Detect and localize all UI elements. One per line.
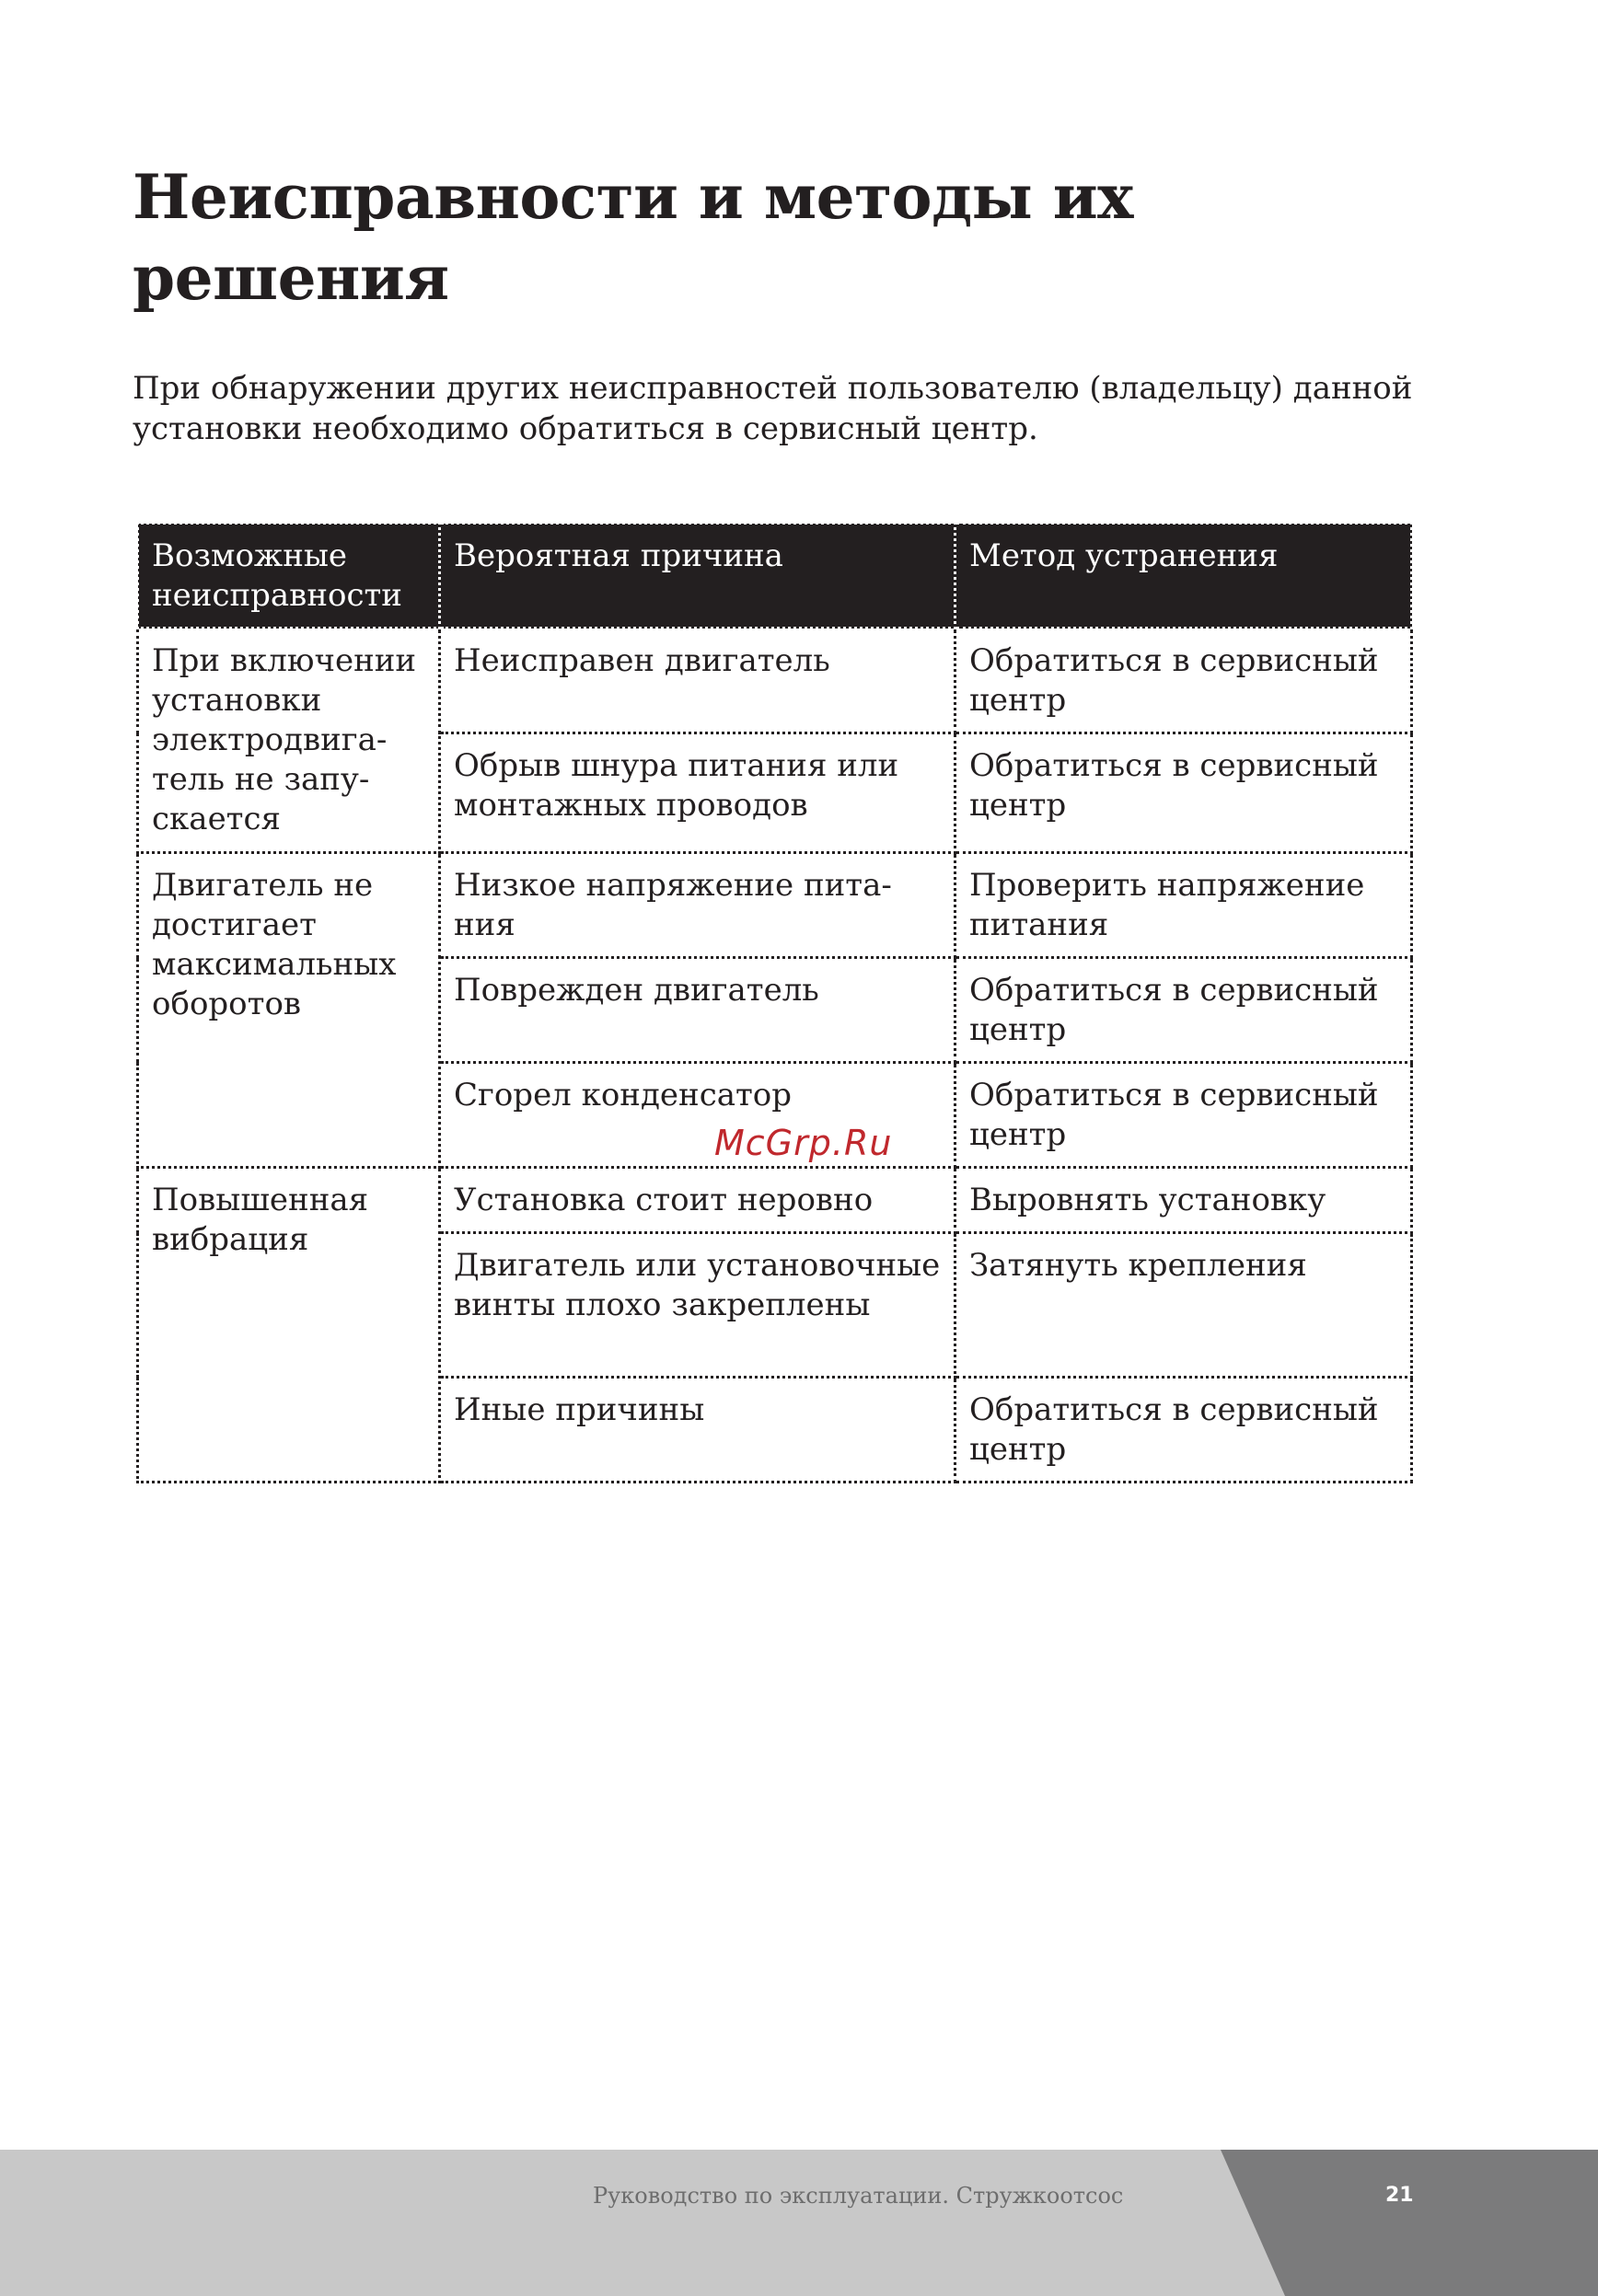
table-row xyxy=(138,629,1412,733)
fault-cell: Повышенная вибрация xyxy=(138,1168,440,1483)
table-header-row xyxy=(138,524,1412,629)
remedy-cell: Обратиться в сервисный центр xyxy=(955,958,1412,1063)
footer-page-tab xyxy=(1221,2150,1598,2296)
cause-cell: Обрыв шнура питания или монтажных проводов xyxy=(440,733,955,853)
header-faults: Возможные неисправности xyxy=(138,524,440,629)
page-number: 21 xyxy=(1385,2184,1414,2207)
table-row xyxy=(138,853,1412,958)
remedy-cell: Обратиться в сервисный центр xyxy=(955,733,1412,853)
cause-cell: Иные причины xyxy=(440,1378,955,1483)
watermark: McGrp.Ru xyxy=(714,1123,893,1163)
remedy-cell: Выровнять установку xyxy=(955,1168,1412,1233)
header-remedy: Метод устранения xyxy=(955,524,1412,629)
cause-cell: Двигатель или установочные винты плохо закреплены xyxy=(440,1233,955,1378)
cause-cell: Поврежден двигатель xyxy=(440,958,955,1063)
fault-cell: При включении установки электродвигатель не запускается xyxy=(138,629,440,853)
remedy-cell: Затянуть крепления xyxy=(955,1233,1412,1378)
remedy-cell: Проверить напряжение питания xyxy=(955,853,1412,958)
header-cause: Вероятная причина xyxy=(440,524,955,629)
page-title: Неисправности и методы их решения xyxy=(133,161,1134,314)
remedy-cell: Обратиться в сервисный центр xyxy=(955,1378,1412,1483)
cause-cell: Сгорел конденсатор xyxy=(440,1063,955,1168)
footer-document-title: Руководство по эксплуатации. Стружкоотсос xyxy=(593,2183,1124,2209)
remedy-cell: Обратиться в сервисный центр xyxy=(955,1063,1412,1168)
intro-paragraph: При обнаружении других неисправностей пользователю (владельцу) данной установки необходимо обратиться в сервисный центр. xyxy=(133,370,1413,447)
faults-table xyxy=(136,522,1413,1483)
cause-cell: Установка стоит неровно xyxy=(440,1168,955,1233)
fault-cell: Двигатель не достигает максимальных оборотов xyxy=(138,853,440,1168)
remedy-cell: Обратиться в сервисный центр xyxy=(955,629,1412,733)
cause-cell: Неисправен двигатель xyxy=(440,629,955,733)
table-row xyxy=(138,1168,1412,1233)
cause-cell: Низкое напряжение питания xyxy=(440,853,955,958)
